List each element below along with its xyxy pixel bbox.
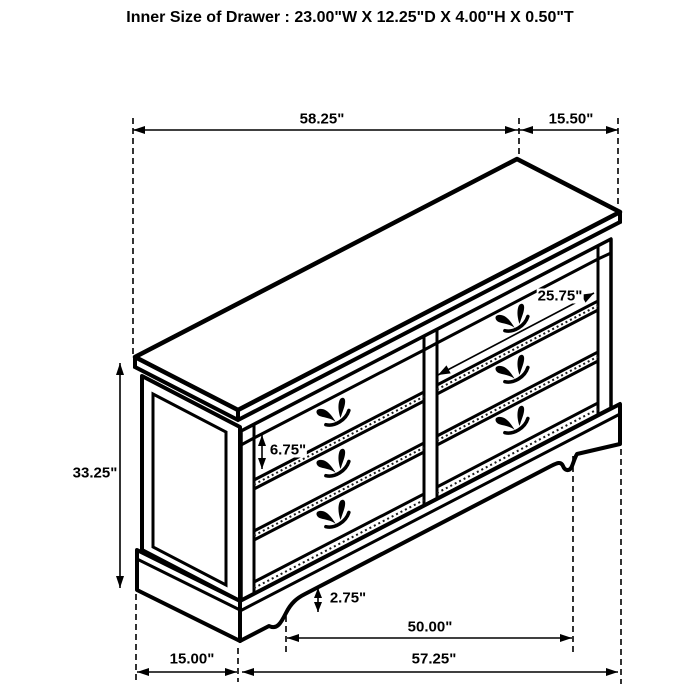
dim-label-top-depth: 15.50": [548, 110, 594, 128]
dim-base-width: [242, 668, 618, 676]
dim-label-top-width: 58.25": [299, 110, 345, 128]
dim-label-base-width: 57.25": [411, 650, 457, 668]
dim-base-depth: [137, 668, 237, 676]
dim-base-foot-height: [314, 588, 322, 612]
dim-label-feet-span: 50.00": [407, 618, 453, 636]
page-title: Inner Size of Drawer : 23.00"W X 12.25"D X 4.00"H X 0.50"T: [126, 9, 574, 26]
dim-label-base-depth: 15.00": [169, 650, 215, 668]
dim-label-drawer-front-height: 6.75": [269, 441, 307, 459]
dim-label-drawer-diagonal: 25.75": [537, 287, 583, 305]
dim-top-width: [133, 126, 618, 134]
dim-label-overall-height: 33.25": [72, 464, 118, 482]
dim-label-base-foot-height: 2.75": [329, 589, 367, 607]
